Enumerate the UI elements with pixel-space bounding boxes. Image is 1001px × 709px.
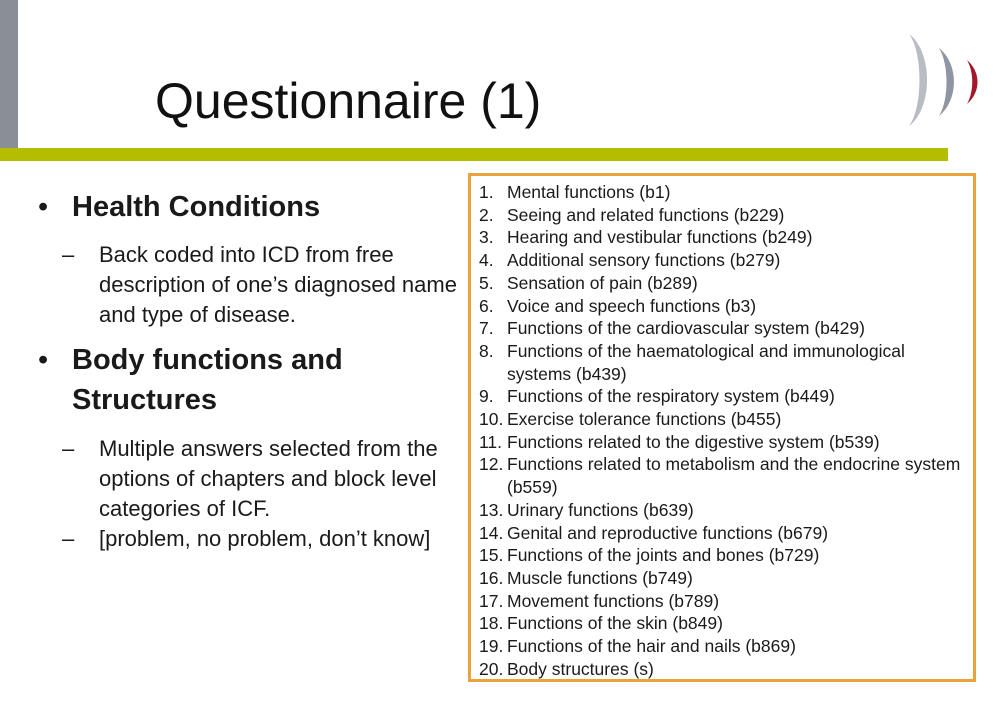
list-item-number: 5.	[479, 272, 494, 293]
list-item-number: 19.	[479, 636, 504, 657]
list-item	[479, 295, 973, 318]
list-item-number: 10.	[479, 409, 504, 430]
list-item-label: Voice and speech functions (b3)	[507, 295, 757, 316]
list-item	[479, 499, 973, 522]
list-item-label: Functions of the skin (b849)	[507, 613, 723, 634]
health-conditions-sub-text: Back coded into ICD from free description of one’s diagnosed name and type of disease.	[99, 242, 457, 327]
bullet-glyph: •	[38, 191, 49, 223]
list-item-number: 6.	[479, 295, 494, 316]
logo-arcs-icon	[905, 30, 985, 130]
list-item	[479, 408, 973, 431]
dash-glyph: –	[62, 242, 75, 267]
list-item	[479, 317, 973, 340]
list-item-label: Body structures (s)	[507, 658, 654, 679]
body-functions-sub-item	[62, 524, 463, 554]
list-item-label: Exercise tolerance functions (b455)	[507, 409, 782, 430]
list-item-number: 3.	[479, 227, 494, 248]
list-item-label: Additional sensory functions (b279)	[507, 250, 781, 271]
list-item-number: 16.	[479, 567, 504, 588]
list-item-number: 4.	[479, 250, 494, 271]
list-item-label: Mental functions (b1)	[507, 182, 671, 202]
icf-chapter-list	[479, 181, 973, 680]
list-item-number: 18.	[479, 613, 504, 634]
logo-arc-grey	[909, 34, 927, 126]
list-item-number: 17.	[479, 590, 504, 611]
slide-title: Questionnaire (1)	[155, 73, 542, 129]
list-item-label: Functions of the respiratory system (b449)	[507, 386, 835, 407]
bullet-glyph: •	[38, 344, 49, 376]
list-item-label: Hearing and vestibular functions (b249)	[507, 227, 813, 248]
body-functions-sub-text-1: Multiple answers selected from the options of chapters and block level categories of ICF.	[99, 436, 438, 521]
list-item	[479, 635, 973, 658]
body-functions-sub-item	[62, 434, 463, 524]
list-item-number: 13.	[479, 499, 504, 520]
list-item	[479, 226, 973, 249]
list-item-label: Movement functions (b789)	[507, 590, 720, 611]
list-item-number: 8.	[479, 340, 494, 361]
corner-decor-block	[0, 0, 18, 148]
list-item-number: 1.	[479, 182, 494, 202]
list-item-label: Seeing and related functions (b229)	[507, 204, 785, 225]
health-conditions-heading	[38, 187, 463, 227]
list-item	[479, 204, 973, 227]
list-item	[479, 590, 973, 613]
list-item	[479, 453, 973, 498]
health-conditions-sub-item	[62, 240, 463, 330]
title-underline-bar	[0, 148, 948, 161]
list-item-number: 11.	[479, 431, 503, 452]
left-column	[38, 187, 463, 554]
body-functions-heading	[38, 340, 463, 420]
list-item-label: Sensation of pain (b289)	[507, 272, 698, 293]
icf-chapter-box	[468, 173, 976, 682]
list-item-number: 12.	[479, 454, 504, 475]
list-item	[479, 385, 973, 408]
body-functions-text: Body functions and Structures	[72, 344, 343, 416]
list-item	[479, 612, 973, 635]
list-item-number: 9.	[479, 386, 494, 407]
logo-arc-red	[967, 60, 978, 104]
list-item-label: Functions of the haematological and immunological systems (b439)	[507, 340, 905, 384]
list-item	[479, 272, 973, 295]
dash-glyph: –	[62, 436, 75, 461]
list-item-label: Genital and reproductive functions (b679)	[507, 522, 829, 543]
health-conditions-text: Health Conditions	[72, 191, 321, 223]
list-item-label: Functions of the hair and nails (b869)	[507, 636, 796, 657]
list-item-label: Functions of the joints and bones (b729)	[507, 545, 820, 566]
list-item-number: 14.	[479, 522, 504, 543]
body-functions-sub-text-2: [problem, no problem, don’t know]	[99, 526, 431, 551]
list-item-label: Muscle functions (b749)	[507, 567, 693, 588]
list-item	[479, 567, 973, 590]
list-item	[479, 340, 973, 385]
list-item	[479, 522, 973, 545]
list-item	[479, 658, 973, 681]
list-item-label: Functions of the cardiovascular system (b429)	[507, 318, 865, 339]
list-item	[479, 249, 973, 272]
list-item-label: Urinary functions (b639)	[507, 499, 694, 520]
list-item-number: 2.	[479, 204, 494, 225]
list-item	[479, 544, 973, 567]
list-item-label: Functions related to the digestive system (b539)	[507, 431, 880, 452]
list-item	[479, 431, 973, 454]
list-item	[479, 181, 973, 204]
dash-glyph: –	[62, 526, 75, 551]
list-item-number: 15.	[479, 545, 504, 566]
list-item-number: 20.	[479, 658, 504, 679]
list-item-label: Functions related to metabolism and the endocrine system (b559)	[507, 454, 961, 498]
logo-arc-mid	[939, 48, 954, 116]
list-item-number: 7.	[479, 318, 494, 339]
